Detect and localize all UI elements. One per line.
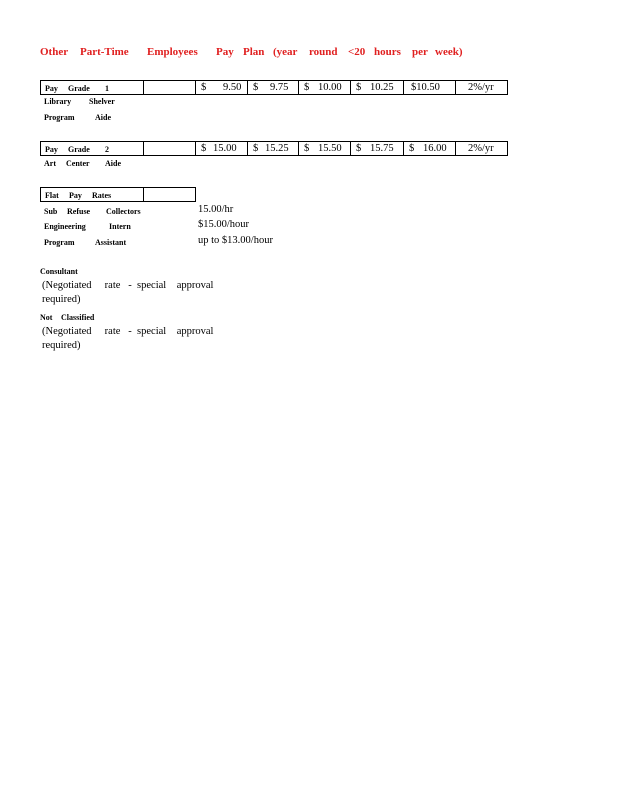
rate-value: $10.50 <box>411 82 440 93</box>
currency-sign: $ <box>253 82 259 93</box>
rate-value: 10.25 <box>370 82 394 93</box>
flat-rate-value: up to $13.00/hour <box>198 235 273 246</box>
empty-cell <box>143 187 196 202</box>
rate-cell <box>403 80 456 95</box>
grade-label-word: Grade <box>68 84 90 93</box>
flat-pay-rates-label-cell <box>40 187 144 202</box>
flat-rate-value: 15.00/hr <box>198 204 234 215</box>
title-word: <20 <box>348 46 366 58</box>
rate-cell <box>350 141 404 156</box>
job-title-word: Collectors <box>106 207 141 216</box>
rate-cell <box>247 80 299 95</box>
not-classified-note: (Negotiated rate - special approval <box>42 326 214 337</box>
rate-value: 15.00 <box>213 143 237 154</box>
empty-cell <box>143 80 196 95</box>
increase-value: 2%/yr <box>468 143 494 154</box>
job-title-word: Intern <box>109 222 131 231</box>
title-word: Part-Time <box>80 46 129 58</box>
consultant-note-cont: required) <box>42 294 81 305</box>
currency-sign: $ <box>409 143 415 154</box>
not-classified-label-word: Not <box>40 313 53 322</box>
grade-label-word: Grade <box>68 145 90 154</box>
rate-value: 9.50 <box>223 82 242 93</box>
rate-cell <box>247 141 299 156</box>
rate-cell <box>195 141 248 156</box>
job-title-word: Aide <box>95 113 111 122</box>
title-word: Plan <box>243 46 265 58</box>
job-title-word: Library <box>44 97 72 106</box>
title-word: week) <box>435 46 463 58</box>
increase-cell <box>455 141 508 156</box>
grade-label-word: Pay <box>45 145 58 154</box>
not-classified-note-cont: required) <box>42 340 81 351</box>
job-title-word: Sub <box>44 207 58 216</box>
rate-cell <box>195 80 248 95</box>
job-title-word: Program <box>44 113 75 122</box>
rate-cell <box>298 141 351 156</box>
job-title-word: Aide <box>105 159 121 168</box>
grade-label-word: Pay <box>45 84 58 93</box>
consultant-note: (Negotiated rate - special approval <box>42 280 214 291</box>
title-word: Pay <box>216 46 234 58</box>
currency-sign: $ <box>253 143 259 154</box>
job-title-word: Shelver <box>89 97 115 106</box>
currency-sign: $ <box>356 82 362 93</box>
flat-label-word: Pay <box>69 191 82 200</box>
job-title-word: Engineering <box>44 222 86 231</box>
rate-cell <box>350 80 404 95</box>
increase-value: 2%/yr <box>468 82 494 93</box>
rate-value: 9.75 <box>270 82 289 93</box>
job-title-word: Program <box>44 238 75 247</box>
not-classified-label-word: Classified <box>61 313 95 322</box>
rate-value: 15.25 <box>265 143 289 154</box>
currency-sign: $ <box>201 143 207 154</box>
job-title-word: Refuse <box>67 207 91 216</box>
rate-value: 10.00 <box>318 82 342 93</box>
grade-label-word: 1 <box>105 84 109 93</box>
flat-label-word: Flat <box>45 191 59 200</box>
title-word: (year <box>273 46 298 58</box>
rate-cell <box>403 141 456 156</box>
grade-label-word: 2 <box>105 145 109 154</box>
job-title-word: Art <box>44 159 56 168</box>
currency-sign: $ <box>304 82 310 93</box>
rate-cell <box>298 80 351 95</box>
rate-value: 15.75 <box>370 143 394 154</box>
title-word: per <box>412 46 428 58</box>
currency-sign: $ <box>304 143 310 154</box>
increase-cell <box>455 80 508 95</box>
job-title-word: Center <box>66 159 90 168</box>
currency-sign: $ <box>356 143 362 154</box>
grade-label-cell <box>40 141 144 156</box>
title-word: Other <box>40 46 69 58</box>
flat-label-word: Rates <box>92 191 112 200</box>
rate-value: 15.50 <box>318 143 342 154</box>
title-word: hours <box>374 46 401 58</box>
currency-sign: $ <box>201 82 207 93</box>
title-word: round <box>309 46 338 58</box>
job-title-word: Assistant <box>95 238 127 247</box>
title-word: Employees <box>147 46 198 58</box>
rate-value: 16.00 <box>423 143 447 154</box>
flat-rate-value: $15.00/hour <box>198 219 250 230</box>
grade-label-cell <box>40 80 144 95</box>
empty-cell <box>143 141 196 156</box>
consultant-label: Consultant <box>40 267 78 276</box>
